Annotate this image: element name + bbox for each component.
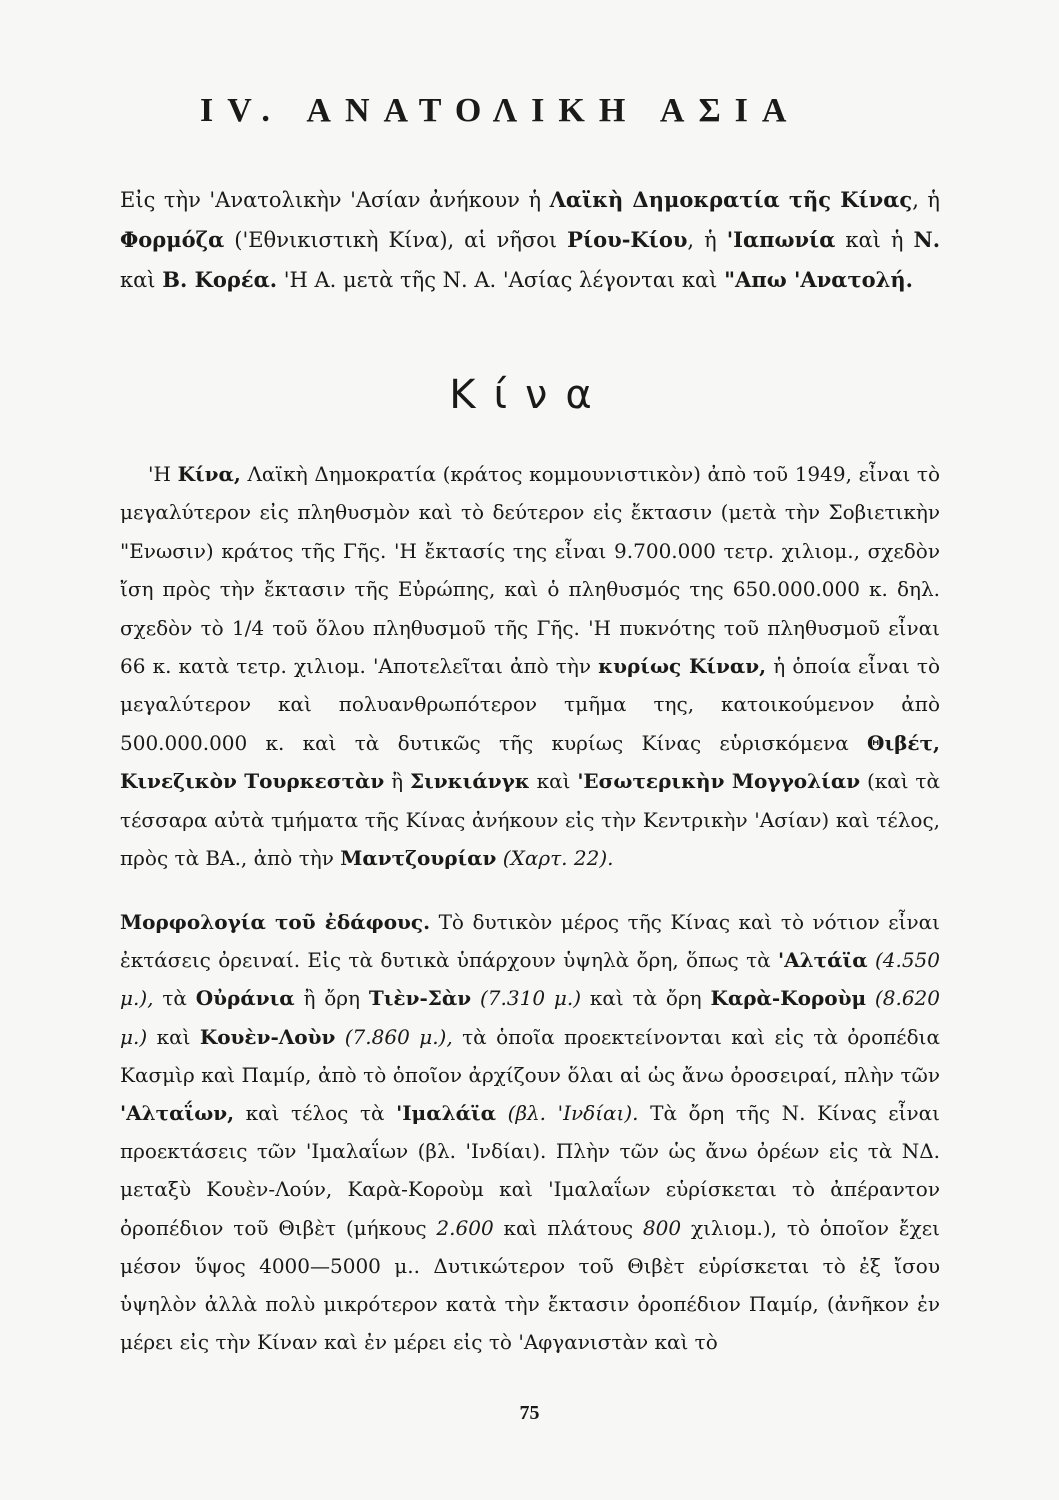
text-run: καὶ τέλος τὰ [234, 1101, 397, 1126]
text-run: , ἡ [912, 188, 940, 212]
text-run: χιλιομ.), τὸ ὁποῖον ἔχει μέσον ὕψος 4000—5000 μ.. Δυτικώτερον τοῦ Θιβὲτ εὑρίσκεται τὸ ἐξ ἴσου ὑψηλὸν ἀλλὰ πολὺ μικρότερον κατὰ τὴν ἔκτασιν ὀροπέδιον Παμίρ, (ἀνῆκον ἐν μέρει εἰς τὴν Κίναν καὶ ἐν μέρει εἰς τὸ 'Αφγανιστὰν καὶ τὸ [120, 1215, 940, 1355]
chapter-title: IV. ΑΝΑΤΟΛΙΚΗ ΑΣΙΑ [200, 92, 801, 129]
text-run: ἡ ὁποία εἶναι τὸ μεγαλύτερον καὶ πολυανθρωπότερον τμῆμα της, κατοικούμενον ἀπὸ 500.000.000 κ. καὶ τὰ δυτικῶς τῆς κυρίως Κίνας εὑρισκόμενα [120, 654, 940, 755]
text-run: ἢ [384, 769, 410, 794]
text-run: (Χαρτ. 22). [496, 846, 614, 871]
text-run: ('Εθνικιστικὴ Κίνα), αἱ νῆσοι [224, 228, 568, 252]
text-run: 800 [642, 1215, 682, 1240]
text-run: Κουὲν-Λοὺν [199, 1024, 336, 1049]
text-run: τὰ [153, 986, 196, 1011]
text-run: τὰ ὁποῖα προεκτείνονται καὶ εἰς τὰ ὀροπέδια Κασμὶρ καὶ Παμίρ, ἀπὸ τὸ ὁποῖον ἀρχίζουν ὅλαι αἱ ὡς ἄνω ὀροσειραί, πλὴν τῶν [120, 1024, 941, 1087]
text-run: "Απω 'Ανατολή. [724, 267, 913, 292]
text-run: 'Η [148, 462, 178, 486]
text-run: Λαϊκὴ Δημοκρατία (κράτος κομμουνιστικὸν) ἀπὸ τοῦ 1949, εἶναι τὸ μεγαλύτερον εἰς πληθυσμὸν καὶ τὸ δεύτερον εἰς ἔκτασιν (μετὰ τὴν Σοβιετικὴν "Ενωσιν) κράτος τῆς Γῆς. 'Η ἔκτασίς της εἶναι 9.700.000 τετρ. χιλιομ., σχεδὸν ἴση πρὸς τὴν ἔκτασιν τῆς Εὐρώπης, καὶ ὁ πληθυσμός της 650.000.000 κ. δηλ. σχεδὸν τὸ 1/4 τοῦ ὅλου πληθυσμοῦ τῆς Γῆς. 'Η πυκνότης τοῦ πληθυσμοῦ εἶναι 66 κ. κατὰ τετρ. χιλιομ. 'Αποτελεῖται ἀπὸ τὴν [120, 462, 941, 679]
text-run: Β. Κορέα. [162, 267, 278, 292]
text-run: Σινκιάνγκ [409, 769, 530, 794]
text-run: Εἰς τὴν 'Ανατολικὴν 'Ασίαν ἀνήκουν ἡ [120, 188, 550, 212]
text-run: καὶ τὰ ὄρη [581, 986, 711, 1011]
text-run: 'Αλτάϊα [778, 948, 868, 973]
intro-paragraph [120, 180, 940, 300]
text-run: Καρὰ-Κοροὺμ [710, 986, 867, 1011]
text-run: Λαϊκὴ Δημοκρατία τῆς Κίνας [549, 187, 913, 212]
china-overview-paragraph [120, 455, 940, 877]
text-run: ἢ ὄρη [294, 986, 369, 1011]
text-run: Μορφολογία τοῦ ἐδάφους. [120, 910, 431, 934]
text-run: 'Αλταΐων, [120, 1101, 235, 1126]
text-run: 'Ιμαλάϊα [396, 1101, 497, 1126]
text-run: 'Η Α. μετὰ τῆς Ν. Α. 'Ασίας λέγονται καὶ [277, 268, 725, 292]
text-run: Μαντζουρίαν [340, 846, 497, 871]
text-run: Ρίου-Κίου [567, 227, 688, 252]
text-run: καὶ [529, 769, 578, 794]
text-run: (4.550 μ.), [120, 948, 941, 1011]
text-run: Ν. [913, 227, 941, 252]
text-run: Κίνα, [177, 462, 241, 486]
text-run: Τιὲν-Σὰν [368, 986, 472, 1011]
text-run: καὶ [120, 268, 163, 292]
text-run: (7.310 μ.) [471, 986, 582, 1011]
section-title: Κίνα [449, 372, 610, 418]
page-number: 75 [519, 1402, 540, 1424]
text-run: Τὸ δυτικὸν μέρος τῆς Κίνας καὶ τὸ νότιον εἶναι ἐκτάσεις ὀρειναί. Εἰς τὰ δυτικὰ ὑπάρχουν ὑψηλὰ ὄρη, ὅπως τὰ [120, 910, 940, 973]
text-run: καὶ [147, 1024, 200, 1049]
text-run: (7.860 μ.), [335, 1024, 453, 1049]
text-run: Θιβέτ, Κινεζικὸν Τουρκεστὰν [120, 730, 940, 794]
text-run: 2.600 [436, 1215, 494, 1240]
text-run: καὶ πλάτους [493, 1215, 643, 1240]
text-run: κυρίως Κίναν, [598, 654, 767, 679]
text-run: 'Ιαπωνία [726, 227, 836, 252]
text-run: (καὶ τὰ τέσσαρα αὐτὰ τμήματα τῆς Κίνας ἀνήκουν εἰς τὴν Κεντρικὴν 'Ασίαν) καὶ τέλος, πρὸς τὰ ΒΑ., ἀπὸ τὴν [120, 769, 941, 871]
text-run: , ἡ [687, 228, 727, 252]
text-run: Τὰ ὄρη τῆς Ν. Κίνας εἶναι προεκτάσεις τῶν 'Ιμαλαΐων (βλ. 'Ινδίαι). Πλὴν τῶν ὡς ἄνω ὀρέων εἰς τὰ ΝΔ. μεταξὺ Κουὲν-Λούν, Καρὰ-Κοροὺμ καὶ 'Ιμαλαΐων εὑρίσκεται τὸ ἀπέραντον ὀροπέδιον τοῦ Θιβὲτ (μήκους [120, 1101, 940, 1240]
text-run: Φορμόζα [120, 227, 225, 252]
text-run: καὶ ἡ [835, 228, 914, 252]
text-run: 'Εσωτερικὴν Μογγολίαν [577, 769, 861, 794]
text-run: (8.620 μ.) [120, 986, 940, 1049]
morphology-paragraph [120, 903, 940, 1361]
text-run: (βλ. 'Ινδίαι). [496, 1101, 639, 1126]
text-run: Οὐράνια [195, 986, 295, 1011]
